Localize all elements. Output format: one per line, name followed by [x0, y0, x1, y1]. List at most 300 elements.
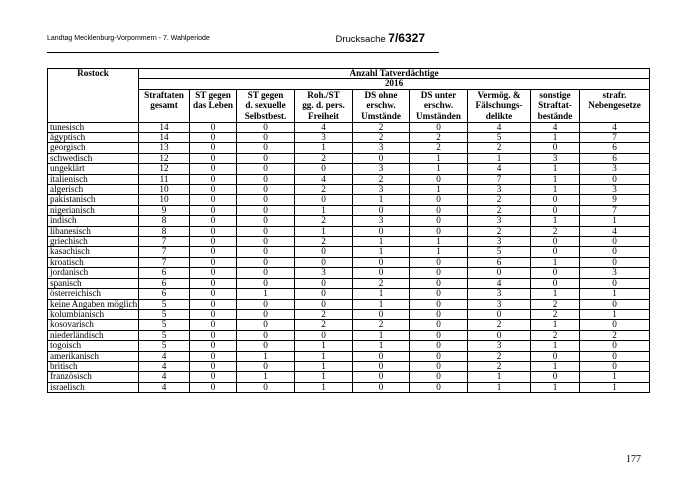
value-cell: 0 [410, 289, 468, 299]
column-header-line: strafr. [602, 89, 627, 100]
value-cell: 6 [468, 257, 531, 267]
value-cell: 2 [468, 205, 531, 215]
table-row [48, 153, 650, 163]
group-title-header: Anzahl Tatverdächtige [139, 69, 650, 79]
value-cell: 0 [410, 122, 468, 132]
value-cell: 0 [410, 174, 468, 184]
table-row [48, 164, 650, 174]
value-cell: 4 [468, 164, 531, 174]
value-cell: 2 [353, 174, 410, 184]
value-cell: 0 [580, 341, 650, 351]
value-cell: 0 [410, 351, 468, 361]
country-cell: ungeklärt [48, 164, 139, 174]
value-cell: 0 [580, 174, 650, 184]
value-cell: 3 [468, 185, 531, 195]
country-cell: spanisch [48, 278, 139, 288]
value-cell: 10 [139, 185, 190, 195]
country-cell: ägyptisch [48, 133, 139, 143]
value-cell: 2 [468, 361, 531, 371]
country-cell: nigerianisch [48, 205, 139, 215]
value-cell: 1 [295, 143, 353, 153]
value-cell: 2 [353, 133, 410, 143]
value-cell: 0 [353, 257, 410, 267]
table-body [48, 122, 650, 393]
value-cell: 0 [531, 351, 580, 361]
value-cell: 0 [410, 330, 468, 340]
value-cell: 4 [295, 174, 353, 184]
column-header-line: Fälschungs- [475, 100, 523, 111]
table-row [48, 205, 650, 215]
value-cell: 0 [190, 309, 237, 319]
value-cell: 0 [190, 330, 237, 340]
value-cell: 0 [410, 278, 468, 288]
value-cell: 0 [531, 278, 580, 288]
value-cell: 0 [190, 351, 237, 361]
country-cell: niederländisch [48, 330, 139, 340]
value-cell: 0 [237, 330, 295, 340]
value-cell: 0 [295, 257, 353, 267]
value-cell: 3 [580, 268, 650, 278]
header-row-group [48, 69, 650, 79]
value-cell: 0 [237, 309, 295, 319]
value-cell: 0 [410, 309, 468, 319]
value-cell: 0 [237, 341, 295, 351]
value-cell: 13 [139, 143, 190, 153]
table-row [48, 122, 650, 132]
value-cell: 2 [295, 320, 353, 330]
column-header-line: Roh./ST [307, 89, 340, 100]
value-cell: 0 [237, 268, 295, 278]
value-cell: 0 [410, 268, 468, 278]
value-cell: 4 [139, 361, 190, 371]
value-cell: 7 [139, 237, 190, 247]
region-header: Rostock [48, 69, 139, 123]
column-header-line: Vermög. & [477, 89, 521, 100]
table-row [48, 341, 650, 351]
column-header-line: erschw. [423, 100, 454, 111]
parliament-header: Landtag Mecklenburg-Vorpommern - 7. Wahlperiode [47, 35, 210, 42]
value-cell: 0 [353, 351, 410, 361]
column-header-line: das Leben [192, 100, 234, 111]
value-cell: 2 [468, 195, 531, 205]
table-row [48, 237, 650, 247]
value-cell: 5 [468, 247, 531, 257]
value-cell: 6 [139, 278, 190, 288]
value-cell: 3 [580, 185, 650, 195]
value-cell: 14 [139, 133, 190, 143]
value-cell: 0 [531, 247, 580, 257]
country-cell: tunesisch [48, 122, 139, 132]
table-row [48, 185, 650, 195]
column-header [468, 89, 531, 122]
value-cell: 3 [353, 164, 410, 174]
value-cell: 3 [353, 185, 410, 195]
value-cell: 2 [353, 122, 410, 132]
value-cell: 0 [410, 341, 468, 351]
value-cell: 0 [237, 361, 295, 371]
column-header-line: Umständen [416, 111, 461, 121]
document-number-prefix: Drucksache [335, 34, 389, 45]
value-cell: 5 [139, 320, 190, 330]
value-cell: 0 [237, 382, 295, 392]
value-cell: 0 [237, 174, 295, 184]
value-cell: 0 [190, 216, 237, 226]
value-cell: 0 [410, 320, 468, 330]
value-cell: 0 [580, 278, 650, 288]
column-header-line: Straftaten [144, 89, 184, 100]
value-cell: 2 [353, 278, 410, 288]
value-cell: 1 [531, 164, 580, 174]
value-cell: 0 [190, 133, 237, 143]
value-cell: 1 [468, 372, 531, 382]
value-cell: 1 [580, 216, 650, 226]
value-cell: 4 [468, 278, 531, 288]
value-cell: 0 [580, 351, 650, 361]
value-cell: 2 [468, 351, 531, 361]
value-cell: 1 [580, 309, 650, 319]
value-cell: 4 [468, 122, 531, 132]
country-cell: pakistanisch [48, 195, 139, 205]
country-cell: togoisch [48, 341, 139, 351]
column-header-line: Nebengesetze [588, 100, 641, 111]
value-cell: 0 [410, 299, 468, 309]
column-header-line: erschw. [366, 100, 396, 111]
value-cell: 0 [237, 216, 295, 226]
table-row [48, 143, 650, 153]
value-cell: 1 [353, 289, 410, 299]
column-header-line: delikte [485, 111, 513, 121]
value-cell: 12 [139, 164, 190, 174]
table-row [48, 268, 650, 278]
table-row [48, 289, 650, 299]
value-cell: 4 [580, 226, 650, 236]
value-cell: 0 [190, 237, 237, 247]
value-cell: 0 [190, 361, 237, 371]
table-row [48, 320, 650, 330]
column-header-line: d. sexuelle [245, 100, 286, 111]
value-cell: 2 [353, 320, 410, 330]
value-cell: 0 [531, 205, 580, 215]
value-cell: 0 [237, 320, 295, 330]
country-cell: britisch [48, 361, 139, 371]
value-cell: 7 [139, 247, 190, 257]
value-cell: 0 [410, 195, 468, 205]
value-cell: 0 [237, 226, 295, 236]
value-cell: 2 [410, 133, 468, 143]
value-cell: 3 [468, 299, 531, 309]
value-cell: 0 [353, 382, 410, 392]
value-cell: 0 [353, 309, 410, 319]
value-cell: 0 [190, 174, 237, 184]
country-cell: schwedisch [48, 153, 139, 163]
value-cell: 1 [295, 341, 353, 351]
value-cell: 1 [531, 382, 580, 392]
value-cell: 4 [531, 122, 580, 132]
column-header-line: sonstige [539, 89, 571, 100]
value-cell: 3 [531, 153, 580, 163]
value-cell: 0 [531, 268, 580, 278]
table-row [48, 330, 650, 340]
column-header-line: DS unter [420, 89, 457, 100]
country-cell: griechisch [48, 237, 139, 247]
value-cell: 10 [139, 195, 190, 205]
value-cell: 0 [353, 205, 410, 215]
value-cell: 0 [190, 226, 237, 236]
value-cell: 1 [531, 216, 580, 226]
value-cell: 0 [190, 320, 237, 330]
value-cell: 0 [190, 341, 237, 351]
column-header [410, 89, 468, 122]
column-header-line: ST gegen [195, 89, 231, 100]
value-cell: 0 [237, 133, 295, 143]
value-cell: 0 [410, 382, 468, 392]
table-row [48, 226, 650, 236]
value-cell: 0 [353, 372, 410, 382]
value-cell: 1 [580, 289, 650, 299]
value-cell: 2 [410, 143, 468, 153]
country-cell: libanesisch [48, 226, 139, 236]
value-cell: 0 [190, 278, 237, 288]
value-cell: 0 [295, 330, 353, 340]
column-header [580, 89, 650, 122]
column-header [295, 89, 353, 122]
value-cell: 0 [580, 320, 650, 330]
country-cell: kolumbianisch [48, 309, 139, 319]
table-row [48, 257, 650, 267]
table-row [48, 382, 650, 392]
country-cell: italienisch [48, 174, 139, 184]
value-cell: 0 [237, 143, 295, 153]
value-cell: 1 [295, 361, 353, 371]
value-cell: 1 [410, 237, 468, 247]
page-header [47, 32, 439, 53]
value-cell: 1 [531, 320, 580, 330]
value-cell: 7 [139, 257, 190, 267]
column-header-line: ST gegen [247, 89, 284, 100]
value-cell: 0 [295, 289, 353, 299]
column-header [353, 89, 410, 122]
value-cell: 0 [295, 164, 353, 174]
table-row [48, 133, 650, 143]
value-cell: 0 [237, 257, 295, 267]
value-cell: 11 [139, 174, 190, 184]
value-cell: 0 [580, 299, 650, 309]
value-cell: 14 [139, 122, 190, 132]
country-cell: georgisch [48, 143, 139, 153]
value-cell: 0 [190, 143, 237, 153]
value-cell: 1 [531, 257, 580, 267]
column-header-line: Freiheit [308, 111, 339, 121]
value-cell: 1 [531, 185, 580, 195]
value-cell: 0 [580, 247, 650, 257]
value-cell: 6 [139, 289, 190, 299]
value-cell: 0 [237, 237, 295, 247]
column-header-line: gesamt [150, 100, 178, 111]
value-cell: 0 [190, 205, 237, 215]
value-cell: 1 [531, 341, 580, 351]
value-cell: 3 [468, 289, 531, 299]
value-cell: 2 [468, 143, 531, 153]
value-cell: 0 [410, 372, 468, 382]
value-cell: 12 [139, 153, 190, 163]
value-cell: 0 [410, 216, 468, 226]
value-cell: 2 [295, 309, 353, 319]
value-cell: 2 [295, 185, 353, 195]
table-row [48, 247, 650, 257]
column-header-line: Selbstbest. [244, 111, 287, 121]
value-cell: 0 [190, 382, 237, 392]
value-cell: 3 [295, 133, 353, 143]
value-cell: 0 [410, 257, 468, 267]
value-cell: 0 [580, 237, 650, 247]
table-row [48, 195, 650, 205]
table-row [48, 299, 650, 309]
value-cell: 5 [139, 330, 190, 340]
value-cell: 2 [295, 216, 353, 226]
value-cell: 1 [353, 237, 410, 247]
value-cell: 9 [139, 205, 190, 215]
value-cell: 4 [139, 372, 190, 382]
value-cell: 0 [190, 299, 237, 309]
value-cell: 6 [580, 143, 650, 153]
value-cell: 1 [531, 133, 580, 143]
value-cell: 2 [468, 320, 531, 330]
value-cell: 0 [237, 122, 295, 132]
value-cell: 1 [295, 205, 353, 215]
value-cell: 0 [190, 247, 237, 257]
column-header-line: Umstände [361, 111, 401, 121]
document-number [335, 31, 425, 45]
country-cell: algerisch [48, 185, 139, 195]
value-cell: 9 [580, 195, 650, 205]
value-cell: 2 [468, 226, 531, 236]
value-cell: 0 [410, 205, 468, 215]
value-cell: 2 [295, 237, 353, 247]
value-cell: 1 [580, 382, 650, 392]
value-cell: 3 [353, 143, 410, 153]
value-cell: 0 [237, 195, 295, 205]
value-cell: 0 [580, 361, 650, 371]
value-cell: 1 [353, 247, 410, 257]
table-row [48, 216, 650, 226]
value-cell: 2 [531, 226, 580, 236]
column-header [190, 89, 237, 122]
value-cell: 1 [410, 164, 468, 174]
value-cell: 6 [580, 153, 650, 163]
value-cell: 0 [531, 195, 580, 205]
value-cell: 1 [410, 185, 468, 195]
value-cell: 5 [468, 133, 531, 143]
country-cell: keine Angaben möglich [48, 299, 139, 309]
country-cell: indisch [48, 216, 139, 226]
page-number: 177 [626, 454, 641, 465]
country-cell: österreichisch [48, 289, 139, 299]
value-cell: 0 [531, 143, 580, 153]
table-row [48, 278, 650, 288]
value-cell: 6 [139, 268, 190, 278]
country-cell: jordanisch [48, 268, 139, 278]
value-cell: 4 [580, 122, 650, 132]
value-cell: 7 [580, 133, 650, 143]
value-cell: 0 [468, 309, 531, 319]
value-cell: 0 [237, 153, 295, 163]
value-cell: 0 [410, 361, 468, 371]
value-cell: 1 [580, 372, 650, 382]
value-cell: 0 [295, 195, 353, 205]
value-cell: 1 [237, 351, 295, 361]
value-cell: 0 [353, 153, 410, 163]
value-cell: 3 [580, 164, 650, 174]
column-header [139, 89, 190, 122]
value-cell: 1 [353, 299, 410, 309]
value-cell: 3 [468, 237, 531, 247]
country-cell: amerikanisch [48, 351, 139, 361]
column-header-line: Straftat- [538, 100, 572, 111]
value-cell: 3 [295, 268, 353, 278]
value-cell: 0 [237, 278, 295, 288]
value-cell: 1 [237, 372, 295, 382]
value-cell: 0 [190, 372, 237, 382]
value-cell: 0 [190, 153, 237, 163]
value-cell: 0 [190, 164, 237, 174]
value-cell: 7 [468, 174, 531, 184]
table-row [48, 309, 650, 319]
value-cell: 1 [410, 153, 468, 163]
table-row [48, 174, 650, 184]
value-cell: 1 [353, 330, 410, 340]
value-cell: 4 [139, 382, 190, 392]
document-number-value: 7/6327 [388, 31, 425, 45]
value-cell: 1 [295, 372, 353, 382]
value-cell: 2 [580, 330, 650, 340]
value-cell: 0 [295, 247, 353, 257]
value-cell: 5 [139, 309, 190, 319]
value-cell: 0 [295, 299, 353, 309]
statistics-table [47, 68, 650, 393]
value-cell: 1 [468, 153, 531, 163]
year-header: 2016 [139, 79, 650, 89]
value-cell: 1 [353, 195, 410, 205]
column-header [237, 89, 295, 122]
value-cell: 5 [139, 299, 190, 309]
value-cell: 8 [139, 226, 190, 236]
value-cell: 1 [353, 341, 410, 351]
value-cell: 0 [190, 257, 237, 267]
value-cell: 0 [531, 237, 580, 247]
value-cell: 0 [237, 299, 295, 309]
country-cell: kroatisch [48, 257, 139, 267]
value-cell: 1 [295, 351, 353, 361]
value-cell: 0 [190, 185, 237, 195]
value-cell: 7 [580, 205, 650, 215]
country-cell: französisch [48, 372, 139, 382]
value-cell: 3 [353, 216, 410, 226]
value-cell: 0 [468, 268, 531, 278]
value-cell: 0 [295, 278, 353, 288]
column-header-row [48, 89, 650, 122]
value-cell: 0 [237, 205, 295, 215]
country-cell: kasachisch [48, 247, 139, 257]
value-cell: 5 [139, 341, 190, 351]
value-cell: 0 [237, 185, 295, 195]
value-cell: 8 [139, 216, 190, 226]
value-cell: 1 [531, 174, 580, 184]
value-cell: 0 [190, 122, 237, 132]
value-cell: 0 [353, 268, 410, 278]
country-cell: israelisch [48, 382, 139, 392]
table-row [48, 351, 650, 361]
value-cell: 0 [410, 226, 468, 236]
